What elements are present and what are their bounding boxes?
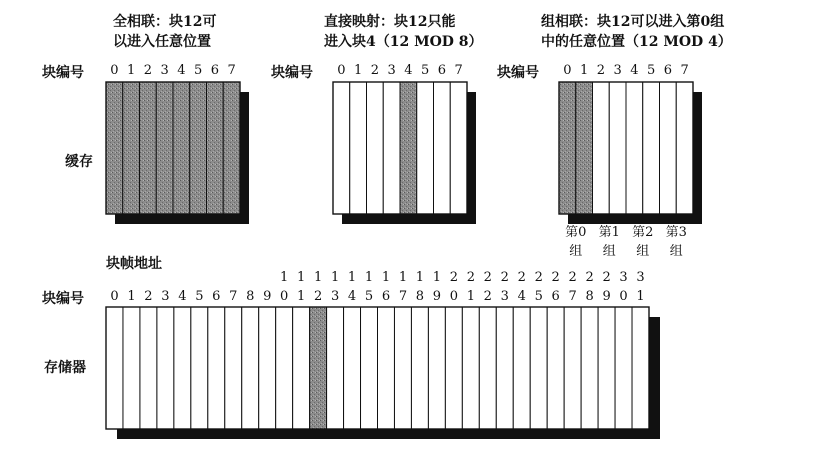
memory-tens-digit: 1 [415,270,425,285]
fully-associative-cache [106,63,249,224]
sa-cache-blocks [559,82,702,224]
fa-block-number: 3 [160,63,169,78]
fa-cache-block-highlighted [207,82,224,214]
sa-block-number: 5 [646,63,656,78]
sa-block-number: 4 [630,63,639,78]
dm-block-number: 0 [337,63,346,78]
memory-block [547,307,564,429]
dm-cache-block [417,82,434,214]
memory-block [428,307,445,429]
fa-cache-block-highlighted [156,82,173,214]
dm-block-number: 7 [454,63,463,78]
memory-block-number-label: 块编号 [42,291,84,307]
memory-tens-digit: 3 [619,270,628,285]
memory-tens-digit: 1 [280,270,289,285]
sa-title-line-2: 中的任意位置（12 MOD 4） [541,34,732,50]
fa-cache-block-highlighted [106,82,123,214]
memory-tens-digit: 1 [347,270,357,285]
fa-cache-block-highlighted [190,82,207,214]
fa-block-number: 1 [126,63,136,78]
fa-block-numbers [110,63,236,78]
memory-ones-digit: 4 [517,289,526,304]
sa-block-number: 2 [596,63,606,78]
memory-label: 存储器 [44,360,86,376]
memory-block [123,307,140,429]
fa-cache-blocks [106,82,249,224]
memory-block [378,307,395,429]
sa-cache-block [676,82,693,214]
dm-cache-block [367,82,384,214]
dm-cache-block [333,82,350,214]
dm-block-number: 2 [370,63,380,78]
dm-title-line-2: 进入块4（12 MOD 8） [324,34,483,50]
memory-tens-digit: 2 [466,270,475,285]
sa-cache-block [626,82,643,214]
memory-tens-digit: 3 [636,270,645,285]
fa-block-number: 5 [193,63,203,78]
fa-cache-block-highlighted [223,82,240,214]
dm-block-number-label: 块编号 [271,65,313,81]
memory-ones-digit: 5 [195,289,204,304]
memory-block-highlighted [310,307,327,429]
memory-block [479,307,496,429]
memory-blocks [106,307,660,439]
dm-cache-block [383,82,400,214]
memory-ones-digit: 9 [432,289,442,304]
sa-cache-block-highlighted [559,82,576,214]
fa-block-number: 0 [110,63,119,78]
memory-tens-digit: 2 [483,270,492,285]
memory-ones-digit: 0 [449,289,458,304]
fa-cache-block-highlighted [123,82,140,214]
memory-tens-digits [280,270,645,285]
fa-block-number: 7 [227,63,236,78]
memory-tens-digit: 2 [585,270,594,285]
sa-cache-block [609,82,626,214]
dm-cache-block [450,82,467,214]
sa-cache-block [643,82,660,214]
memory-tens-digit: 2 [517,270,526,285]
memory-block [191,307,208,429]
memory-ones-digit: 6 [551,289,560,304]
memory-tens-digit: 2 [602,270,611,285]
memory-ones-digit: 3 [330,289,340,304]
memory-ones-digit: 0 [110,289,119,304]
memory-tens-digit: 1 [381,270,391,285]
memory-tens-digit: 1 [330,270,340,285]
memory-tens-digit: 1 [364,270,374,285]
memory-ones-digit: 6 [381,289,391,304]
memory-ones-digit: 4 [178,289,187,304]
fa-block-number-label: 块编号 [42,65,84,81]
sa-block-number: 7 [680,63,689,78]
sa-title-line-1: 组相联：块12可以进入第0组 [541,14,725,30]
sa-block-number: 3 [613,63,622,78]
memory-block [106,307,123,429]
memory-tens-digit: 1 [398,270,408,285]
sa-cache-block-highlighted [576,82,593,214]
memory-block [513,307,530,429]
memory-block [615,307,632,429]
memory-ones-digit: 2 [313,289,323,304]
memory-ones-digit: 8 [415,289,425,304]
memory-block [445,307,462,429]
dm-block-number: 3 [387,63,396,78]
memory-block [496,307,513,429]
memory-tens-digit: 2 [500,270,509,285]
sa-block-number: 6 [663,63,673,78]
memory-ones-digit: 2 [144,289,153,304]
memory-tens-digit: 2 [568,270,577,285]
set-label-number: 第3 [665,225,687,240]
memory-block [208,307,225,429]
memory-ones-digits [110,289,644,304]
fa-cache-block-highlighted [173,82,190,214]
set-label-suffix: 组 [602,244,616,259]
dm-title-line-1: 直接映射：块12只能 [324,14,456,30]
memory-block [598,307,615,429]
memory-block [327,307,344,429]
memory-block [361,307,378,429]
memory-tens-digit: 2 [551,270,560,285]
set-label-suffix: 组 [636,244,650,259]
set-label-suffix: 组 [669,244,683,259]
memory-block [293,307,310,429]
memory-block [530,307,547,429]
dm-cache-block [434,82,451,214]
memory-ones-digit: 3 [500,289,509,304]
direct-mapped-title [323,13,483,50]
direct-mapped-cache [333,63,476,224]
memory-block [394,307,411,429]
dm-block-numbers [337,63,463,78]
sa-block-number: 1 [579,63,589,78]
memory-ones-digit: 0 [619,289,628,304]
memory-block [564,307,581,429]
memory-tens-digit: 1 [432,270,442,285]
fa-block-number: 2 [143,63,153,78]
memory-ones-digit: 5 [364,289,374,304]
dm-cache-block [350,82,367,214]
memory-ones-digit: 7 [229,289,238,304]
dm-block-number: 4 [404,63,413,78]
sa-block-number-label: 块编号 [497,65,539,81]
memory-ones-digit: 7 [568,289,577,304]
memory-block [276,307,293,429]
memory-blocks-group [106,270,660,439]
set-associative-title [541,13,732,50]
dm-block-number: 6 [437,63,447,78]
memory-block [242,307,259,429]
memory-ones-digit: 9 [263,289,272,304]
memory-ones-digit: 1 [466,289,475,304]
dm-block-number: 1 [353,63,363,78]
set-label-suffix: 组 [569,244,583,259]
memory-tens-digit: 2 [534,270,543,285]
memory-ones-digit: 2 [483,289,492,304]
dm-cache-blocks [333,82,476,224]
memory-tens-digit: 2 [449,270,458,285]
memory-ones-digit: 4 [347,289,357,304]
fully-associative-title [113,13,216,50]
memory-ones-digit: 9 [602,289,611,304]
memory-block [140,307,157,429]
memory-tens-digit: 1 [297,270,306,285]
set-associative-cache [559,63,702,259]
fa-cache-block-highlighted [140,82,157,214]
memory-ones-digit: 0 [280,289,289,304]
set-label-number: 第2 [632,225,654,240]
fa-title-line-2: 以进入任意位置 [113,34,211,50]
sa-cache-block [660,82,677,214]
memory-block [462,307,479,429]
dm-cache-block-highlighted [400,82,417,214]
memory-tens-digit: 1 [313,270,323,285]
set-label-number: 第1 [598,225,620,240]
cache-label: 缓存 [65,154,93,170]
memory-block [259,307,276,429]
fa-block-number: 6 [210,63,220,78]
memory-block [344,307,361,429]
frame-address-label: 块帧地址 [106,256,162,272]
memory-ones-digit: 1 [127,289,136,304]
sa-cache-block [593,82,610,214]
sa-set-labels [565,225,687,259]
fa-title-line-1: 全相联：块12可 [113,14,217,30]
memory-block [411,307,428,429]
memory-block [632,307,649,429]
memory-ones-digit: 1 [636,289,645,304]
memory-block [225,307,242,429]
dm-block-number: 5 [420,63,430,78]
fa-block-number: 4 [177,63,186,78]
memory-block [157,307,174,429]
memory-block [174,307,191,429]
memory-ones-digit: 8 [585,289,594,304]
sa-block-numbers [563,63,689,78]
set-label-number: 第0 [565,225,587,240]
memory-block [581,307,598,429]
sa-block-number: 0 [563,63,572,78]
memory-ones-digit: 6 [212,289,221,304]
memory-ones-digit: 1 [297,289,306,304]
memory-ones-digit: 7 [398,289,408,304]
memory-ones-digit: 3 [161,289,170,304]
memory-ones-digit: 8 [246,289,255,304]
memory-ones-digit: 5 [534,289,543,304]
